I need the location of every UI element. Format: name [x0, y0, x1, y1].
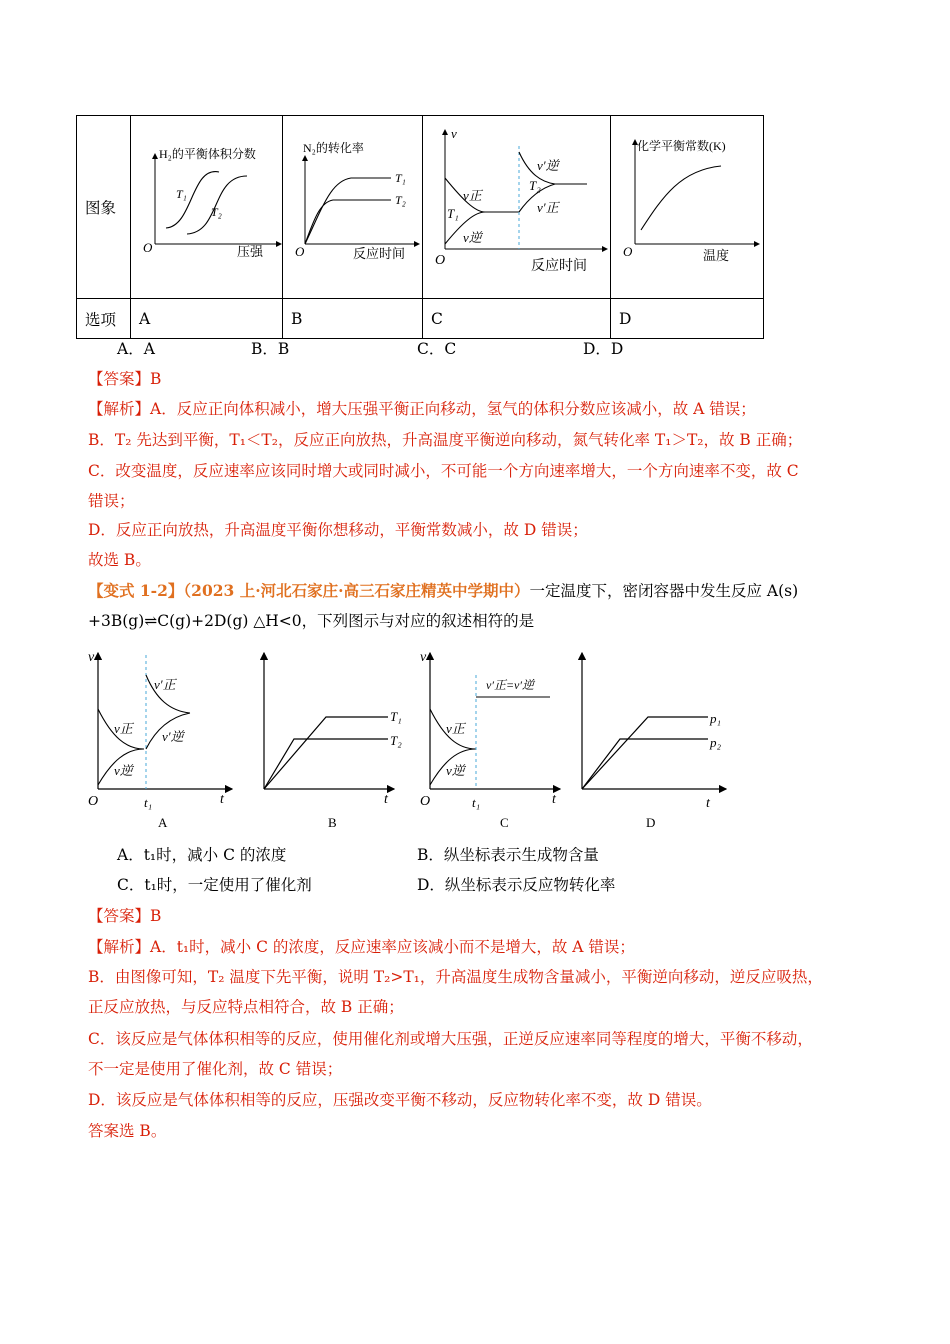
analysis-2-line-4: C．该反应是气体体积相等的反应，使用催化剂或增大压强，正逆反应速率同等程度的增大，平衡不移动， [88, 1030, 813, 1048]
q1-choice-c[interactable]: C．C [417, 340, 457, 358]
g3-v-fwd2: v′正 [537, 200, 559, 215]
figure-d [582, 653, 726, 830]
fd-p1: p₁ [710, 711, 722, 726]
analysis-2-line-3: 正反应放热，与反应特点相符合，故 B 正确； [88, 998, 404, 1016]
fd-curve-p1 [582, 717, 708, 789]
option-a: A [131, 299, 283, 339]
graph-c [423, 116, 610, 294]
g2-curve-t2 [305, 200, 391, 244]
analysis-1-line-2: B．T₂ 先达到平衡，T₁＜T₂，反应正向放热，升高温度平衡逆向移动，氮气转化率 T₁＞T₂，故 B 正确； [88, 431, 803, 449]
fa-t1: t₁ [144, 795, 153, 810]
fc-t1: t₁ [472, 795, 481, 810]
fd-curve-p2 [582, 739, 708, 789]
g1-curve-t1 [166, 172, 219, 228]
analysis-1-line-4: 错误； [88, 492, 135, 510]
graph-d [611, 116, 763, 294]
analysis-2-line-2: B．由图像可知，T₂ 温度下先平衡，说明 T₂>T₁，升高温度生成物含量减小，平衡逆向移动，逆反应吸热， [88, 968, 823, 986]
fd-p2: p₂ [710, 735, 722, 750]
fb-t: t [384, 792, 388, 807]
fa-label: A [158, 815, 168, 830]
fd-label: D [646, 815, 656, 830]
g4-curve [641, 166, 721, 230]
fb-t1: T₁ [390, 709, 402, 724]
g4-ylabel: 化学平衡常数(K) [637, 139, 726, 153]
graph-b [283, 116, 422, 294]
fb-label: B [328, 815, 337, 830]
g3-v-fwd: v正 [463, 188, 482, 203]
g2-origin: O [295, 244, 305, 259]
variant-stem-1: 一定温度下，密闭容器中发生反应 A(s) [529, 582, 799, 600]
analysis-1-line-6: 故选 B。 [88, 551, 151, 569]
fc-vf: v正 [446, 721, 465, 736]
fc-vr: v逆 [446, 763, 465, 778]
g1-ylabel: H₂的平衡体积分数 [159, 147, 256, 161]
g3-t1: T₁ [447, 206, 459, 221]
variant-source: （2023 上·河北石家庄·高三石家庄精英中学期中） [183, 581, 530, 600]
fb-curve-t2 [264, 739, 388, 789]
g3-origin: O [435, 253, 446, 268]
option-b: B [283, 299, 423, 339]
fb-curve-t1 [264, 717, 388, 789]
q2-choice-d[interactable]: D．纵坐标表示反应物转化率 [417, 876, 616, 894]
analysis-2-line-7: 答案选 B。 [88, 1122, 167, 1140]
g1-t1: T₁ [176, 187, 187, 201]
figure-a [88, 650, 232, 830]
q1-choice-d[interactable]: D．D [583, 340, 624, 358]
g3-t2: T₂ [529, 178, 541, 193]
options-table [76, 115, 764, 339]
fc-v: v [420, 650, 427, 665]
graph-a [131, 116, 282, 294]
g1-origin: O [143, 240, 153, 255]
fa-o: O [88, 794, 99, 809]
q2-choice-b[interactable]: B．纵坐标表示生成物含量 [417, 846, 599, 864]
g1-xlabel: 压强 [237, 244, 264, 259]
q2-choice-c[interactable]: C．t₁时，一定使用了催化剂 [117, 876, 312, 894]
q2-choice-a[interactable]: A．t₁时，减小 C 的浓度 [117, 846, 287, 864]
graph-b-cell [283, 116, 423, 299]
variant-figures [82, 645, 742, 835]
fa-v: v [88, 650, 95, 665]
g3-xlabel: 反应时间 [531, 259, 587, 274]
fb-t2: T₂ [390, 733, 402, 748]
g2-ylabel: N₂的转化率 [303, 141, 364, 155]
answer-1: 【答案】B [88, 370, 162, 388]
analysis-2-line-5: 不一定是使用了催化剂，故 C 错误； [88, 1060, 343, 1078]
variant-tag: 【变式 1-2】 [88, 581, 184, 600]
graph-d-cell [611, 116, 764, 299]
graph-c-cell [423, 116, 611, 299]
g2-xlabel: 反应时间 [353, 246, 406, 261]
g4-origin: O [623, 244, 633, 259]
g2-t1: T₁ [395, 171, 406, 185]
figure-b [264, 653, 402, 830]
variant-stem-line-2: +3B(g)⇌C(g)+2D(g) △H<0，下列图示与对应的叙述相符的是 [88, 612, 535, 630]
g3-v-rev: v逆 [463, 230, 482, 245]
fc-label: C [500, 815, 509, 830]
analysis-2-line-6: D．该反应是气体体积相等的反应，压强改变平衡不移动，反应物转化率不变，故 D 错误。 [88, 1091, 712, 1109]
variant-stem-line-1 [88, 581, 798, 601]
g3-v-rev2: v′逆 [537, 158, 559, 173]
fc-t: t [552, 792, 556, 807]
fa-t: t [220, 792, 224, 807]
fa-vf2: v′正 [154, 677, 176, 692]
fd-t: t [706, 796, 710, 811]
fa-vf: v正 [114, 721, 133, 736]
analysis-1-line-5: D．反应正向放热，升高温度平衡你想移动，平衡常数减小，故 D 错误； [88, 521, 588, 539]
g2-curve-t1 [305, 178, 391, 244]
g2-t2: T₂ [395, 193, 406, 207]
fc-eq: v′正=v′逆 [486, 678, 535, 692]
analysis-1-line-1: 【解析】A．反应正向体积减小，增大压强平衡正向移动，氢气的体积分数应该减小，故 A 错误； [88, 400, 756, 418]
row-label-graph: 图象 [77, 116, 131, 299]
option-d: D [611, 299, 764, 339]
fa-vr: v逆 [114, 763, 133, 778]
analysis-1-line-3: C．改变温度，反应速率应该同时增大或同时减小，不可能一个方向速率增大，一个方向速率不变，故 C [88, 462, 799, 480]
figure-c [420, 650, 560, 830]
g1-t2: T₂ [211, 205, 222, 219]
g3-ylabel: v [451, 126, 457, 141]
row-label-option: 选项 [77, 299, 131, 339]
fa-vr2: v′逆 [162, 729, 184, 744]
q1-choice-a[interactable]: A．A [117, 340, 155, 358]
answer-2: 【答案】B [88, 907, 162, 925]
option-c: C [423, 299, 611, 339]
g4-xlabel: 温度 [703, 248, 730, 263]
fc-o: O [420, 794, 431, 809]
graph-a-cell [131, 116, 283, 299]
analysis-2-line-1: 【解析】A．t₁时，减小 C 的浓度，反应速率应该减小而不是增大，故 A 错误； [88, 938, 635, 956]
q1-choice-b[interactable]: B．B [251, 340, 290, 358]
